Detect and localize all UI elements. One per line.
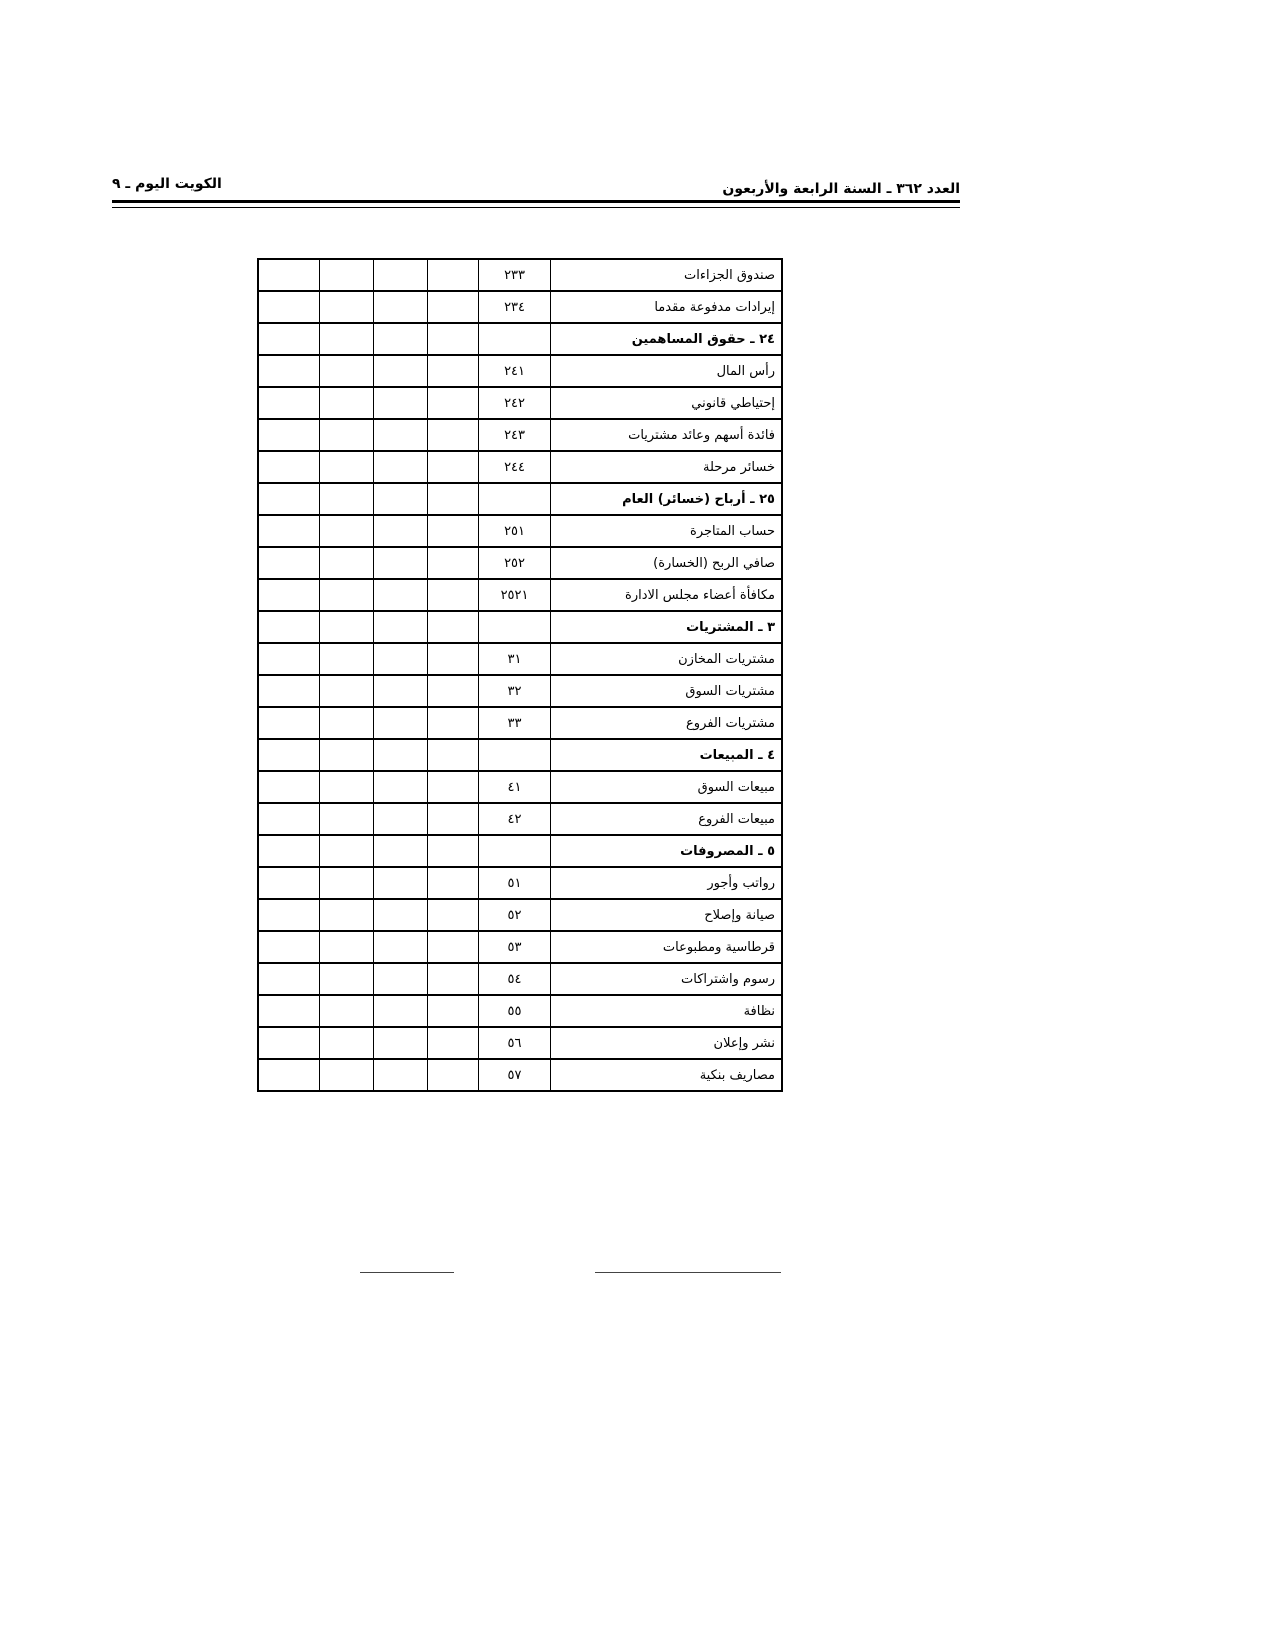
table-row: [258, 1059, 782, 1091]
empty-amount-cell: [373, 355, 427, 387]
account-name-cell: مشتريات السوق: [550, 675, 782, 707]
table-row: [258, 515, 782, 547]
empty-amount-cell: [373, 643, 427, 675]
empty-amount-cell: [427, 707, 479, 739]
account-code-cell: ٥٣: [479, 931, 551, 963]
empty-amount-cell: [258, 323, 320, 355]
accounts-table: [257, 258, 783, 1092]
account-code-cell: ٢٥٢: [479, 547, 551, 579]
account-code-cell: [479, 611, 551, 643]
empty-amount-cell: [258, 835, 320, 867]
account-name-cell: ٥ ـ المصروفات: [550, 835, 782, 867]
table-row: [258, 675, 782, 707]
table-row: [258, 419, 782, 451]
empty-amount-cell: [258, 419, 320, 451]
empty-amount-cell: [427, 387, 479, 419]
empty-amount-cell: [373, 995, 427, 1027]
empty-amount-cell: [373, 803, 427, 835]
account-name-cell: ٣ ـ المشتريات: [550, 611, 782, 643]
empty-amount-cell: [427, 771, 479, 803]
account-code-cell: [479, 835, 551, 867]
empty-amount-cell: [258, 259, 320, 291]
empty-amount-cell: [373, 963, 427, 995]
account-code-cell: ٤١: [479, 771, 551, 803]
empty-amount-cell: [320, 291, 374, 323]
empty-amount-cell: [427, 547, 479, 579]
account-code-cell: ٥٧: [479, 1059, 551, 1091]
empty-amount-cell: [320, 451, 374, 483]
account-name-cell: نظافة: [550, 995, 782, 1027]
empty-amount-cell: [373, 323, 427, 355]
empty-amount-cell: [258, 1059, 320, 1091]
empty-amount-cell: [320, 771, 374, 803]
empty-amount-cell: [320, 963, 374, 995]
empty-amount-cell: [258, 387, 320, 419]
account-name-cell: مبيعات الفروع: [550, 803, 782, 835]
table-row: [258, 387, 782, 419]
account-name-cell: صندوق الجزاءات: [550, 259, 782, 291]
empty-amount-cell: [258, 963, 320, 995]
empty-amount-cell: [427, 803, 479, 835]
empty-amount-cell: [427, 323, 479, 355]
empty-amount-cell: [373, 547, 427, 579]
empty-amount-cell: [373, 675, 427, 707]
empty-amount-cell: [427, 675, 479, 707]
account-code-cell: ٥٢: [479, 899, 551, 931]
table-row: [258, 291, 782, 323]
account-name-cell: رواتب وأجور: [550, 867, 782, 899]
empty-amount-cell: [320, 931, 374, 963]
gazette-page-header: الكويت اليوم ـ ٩: [112, 176, 222, 192]
account-name-cell: نشر وإعلان: [550, 1027, 782, 1059]
table-row: [258, 1027, 782, 1059]
empty-amount-cell: [427, 995, 479, 1027]
account-code-cell: ٣١: [479, 643, 551, 675]
empty-amount-cell: [258, 611, 320, 643]
header-divider-thin: [112, 207, 960, 208]
account-name-cell: ٢٥ ـ أرباح (خسائر) العام: [550, 483, 782, 515]
empty-amount-cell: [258, 515, 320, 547]
empty-amount-cell: [258, 803, 320, 835]
account-name-cell: حساب المتاجرة: [550, 515, 782, 547]
empty-amount-cell: [258, 1027, 320, 1059]
empty-amount-cell: [258, 867, 320, 899]
empty-amount-cell: [320, 547, 374, 579]
table-section-row: [258, 483, 782, 515]
table-row: [258, 803, 782, 835]
empty-amount-cell: [373, 835, 427, 867]
empty-amount-cell: [427, 611, 479, 643]
empty-amount-cell: [258, 483, 320, 515]
empty-amount-cell: [427, 643, 479, 675]
account-code-cell: ٥٦: [479, 1027, 551, 1059]
account-code-cell: ٢٣٣: [479, 259, 551, 291]
empty-amount-cell: [258, 451, 320, 483]
empty-amount-cell: [320, 675, 374, 707]
empty-amount-cell: [373, 771, 427, 803]
empty-amount-cell: [427, 483, 479, 515]
empty-amount-cell: [427, 1027, 479, 1059]
empty-amount-cell: [320, 803, 374, 835]
account-code-cell: ٢٤٢: [479, 387, 551, 419]
account-code-cell: ٣٢: [479, 675, 551, 707]
empty-amount-cell: [320, 419, 374, 451]
account-name-cell: صافي الربح (الخسارة): [550, 547, 782, 579]
empty-amount-cell: [427, 451, 479, 483]
empty-amount-cell: [258, 995, 320, 1027]
empty-amount-cell: [320, 387, 374, 419]
account-code-cell: [479, 323, 551, 355]
empty-amount-cell: [427, 835, 479, 867]
table-row: [258, 771, 782, 803]
empty-amount-cell: [320, 259, 374, 291]
empty-amount-cell: [320, 611, 374, 643]
account-code-cell: ٢٣٤: [479, 291, 551, 323]
empty-amount-cell: [258, 355, 320, 387]
empty-amount-cell: [427, 931, 479, 963]
account-code-cell: ٥٥: [479, 995, 551, 1027]
account-code-cell: ٢٥٢١: [479, 579, 551, 611]
account-code-cell: [479, 483, 551, 515]
table-row: [258, 707, 782, 739]
empty-amount-cell: [427, 1059, 479, 1091]
empty-amount-cell: [427, 899, 479, 931]
account-code-cell: ٢٤٤: [479, 451, 551, 483]
table-section-row: [258, 611, 782, 643]
table-row: [258, 355, 782, 387]
empty-amount-cell: [427, 963, 479, 995]
empty-amount-cell: [427, 355, 479, 387]
account-name-cell: صيانة وإصلاح: [550, 899, 782, 931]
account-name-cell: خسائر مرحلة: [550, 451, 782, 483]
table-section-row: [258, 739, 782, 771]
header-divider-thick: [112, 200, 960, 203]
empty-amount-cell: [320, 323, 374, 355]
empty-amount-cell: [373, 739, 427, 771]
account-code-cell: ٢٤١: [479, 355, 551, 387]
empty-amount-cell: [427, 419, 479, 451]
empty-amount-cell: [258, 675, 320, 707]
signature-line-long: [595, 1272, 781, 1273]
empty-amount-cell: [258, 771, 320, 803]
account-name-cell: مكافأة أعضاء مجلس الادارة: [550, 579, 782, 611]
empty-amount-cell: [373, 899, 427, 931]
empty-amount-cell: [427, 867, 479, 899]
account-code-cell: ٤٢: [479, 803, 551, 835]
accounts-table-body: [258, 259, 782, 1091]
empty-amount-cell: [373, 387, 427, 419]
empty-amount-cell: [320, 995, 374, 1027]
empty-amount-cell: [320, 867, 374, 899]
empty-amount-cell: [258, 739, 320, 771]
empty-amount-cell: [373, 867, 427, 899]
empty-amount-cell: [427, 739, 479, 771]
empty-amount-cell: [373, 291, 427, 323]
empty-amount-cell: [427, 291, 479, 323]
empty-amount-cell: [373, 1027, 427, 1059]
account-name-cell: إيرادات مدفوعة مقدما: [550, 291, 782, 323]
table-row: [258, 899, 782, 931]
empty-amount-cell: [320, 483, 374, 515]
table-row: [258, 259, 782, 291]
table-row: [258, 867, 782, 899]
empty-amount-cell: [373, 451, 427, 483]
account-name-cell: قرطاسية ومطبوعات: [550, 931, 782, 963]
empty-amount-cell: [373, 579, 427, 611]
empty-amount-cell: [258, 579, 320, 611]
account-code-cell: [479, 739, 551, 771]
account-name-cell: مصاريف بنكية: [550, 1059, 782, 1091]
empty-amount-cell: [320, 579, 374, 611]
empty-amount-cell: [258, 291, 320, 323]
account-name-cell: مشتريات الفروع: [550, 707, 782, 739]
empty-amount-cell: [258, 547, 320, 579]
table-row: [258, 995, 782, 1027]
account-name-cell: إحتياطي قانوني: [550, 387, 782, 419]
account-code-cell: ٣٣: [479, 707, 551, 739]
table-section-row: [258, 323, 782, 355]
table-row: [258, 547, 782, 579]
account-name-cell: ٤ ـ المبيعات: [550, 739, 782, 771]
empty-amount-cell: [320, 899, 374, 931]
empty-amount-cell: [373, 611, 427, 643]
empty-amount-cell: [427, 259, 479, 291]
empty-amount-cell: [373, 259, 427, 291]
table-row: [258, 579, 782, 611]
account-code-cell: ٢٥١: [479, 515, 551, 547]
empty-amount-cell: [373, 1059, 427, 1091]
table-row: [258, 931, 782, 963]
empty-amount-cell: [320, 739, 374, 771]
account-code-cell: ٥١: [479, 867, 551, 899]
empty-amount-cell: [320, 1059, 374, 1091]
empty-amount-cell: [320, 707, 374, 739]
empty-amount-cell: [373, 515, 427, 547]
empty-amount-cell: [320, 835, 374, 867]
table-section-row: [258, 835, 782, 867]
account-code-cell: ٢٤٣: [479, 419, 551, 451]
empty-amount-cell: [320, 355, 374, 387]
empty-amount-cell: [373, 707, 427, 739]
empty-amount-cell: [373, 419, 427, 451]
empty-amount-cell: [320, 515, 374, 547]
empty-amount-cell: [258, 707, 320, 739]
empty-amount-cell: [373, 931, 427, 963]
empty-amount-cell: [320, 643, 374, 675]
account-name-cell: مشتريات المخازن: [550, 643, 782, 675]
empty-amount-cell: [373, 483, 427, 515]
account-name-cell: مبيعات السوق: [550, 771, 782, 803]
account-name-cell: فائدة أسهم وعائد مشتريات: [550, 419, 782, 451]
empty-amount-cell: [258, 899, 320, 931]
table-row: [258, 451, 782, 483]
empty-amount-cell: [427, 579, 479, 611]
issue-number-header: العدد ٣٦٢ ـ السنة الرابعة والأربعون: [722, 181, 960, 197]
account-name-cell: ٢٤ ـ حقوق المساهمين: [550, 323, 782, 355]
empty-amount-cell: [320, 1027, 374, 1059]
empty-amount-cell: [427, 515, 479, 547]
account-name-cell: رأس المال: [550, 355, 782, 387]
account-name-cell: رسوم واشتراكات: [550, 963, 782, 995]
empty-amount-cell: [258, 643, 320, 675]
empty-amount-cell: [258, 931, 320, 963]
table-row: [258, 643, 782, 675]
account-code-cell: ٥٤: [479, 963, 551, 995]
table-row: [258, 963, 782, 995]
signature-line-short: [360, 1272, 454, 1273]
